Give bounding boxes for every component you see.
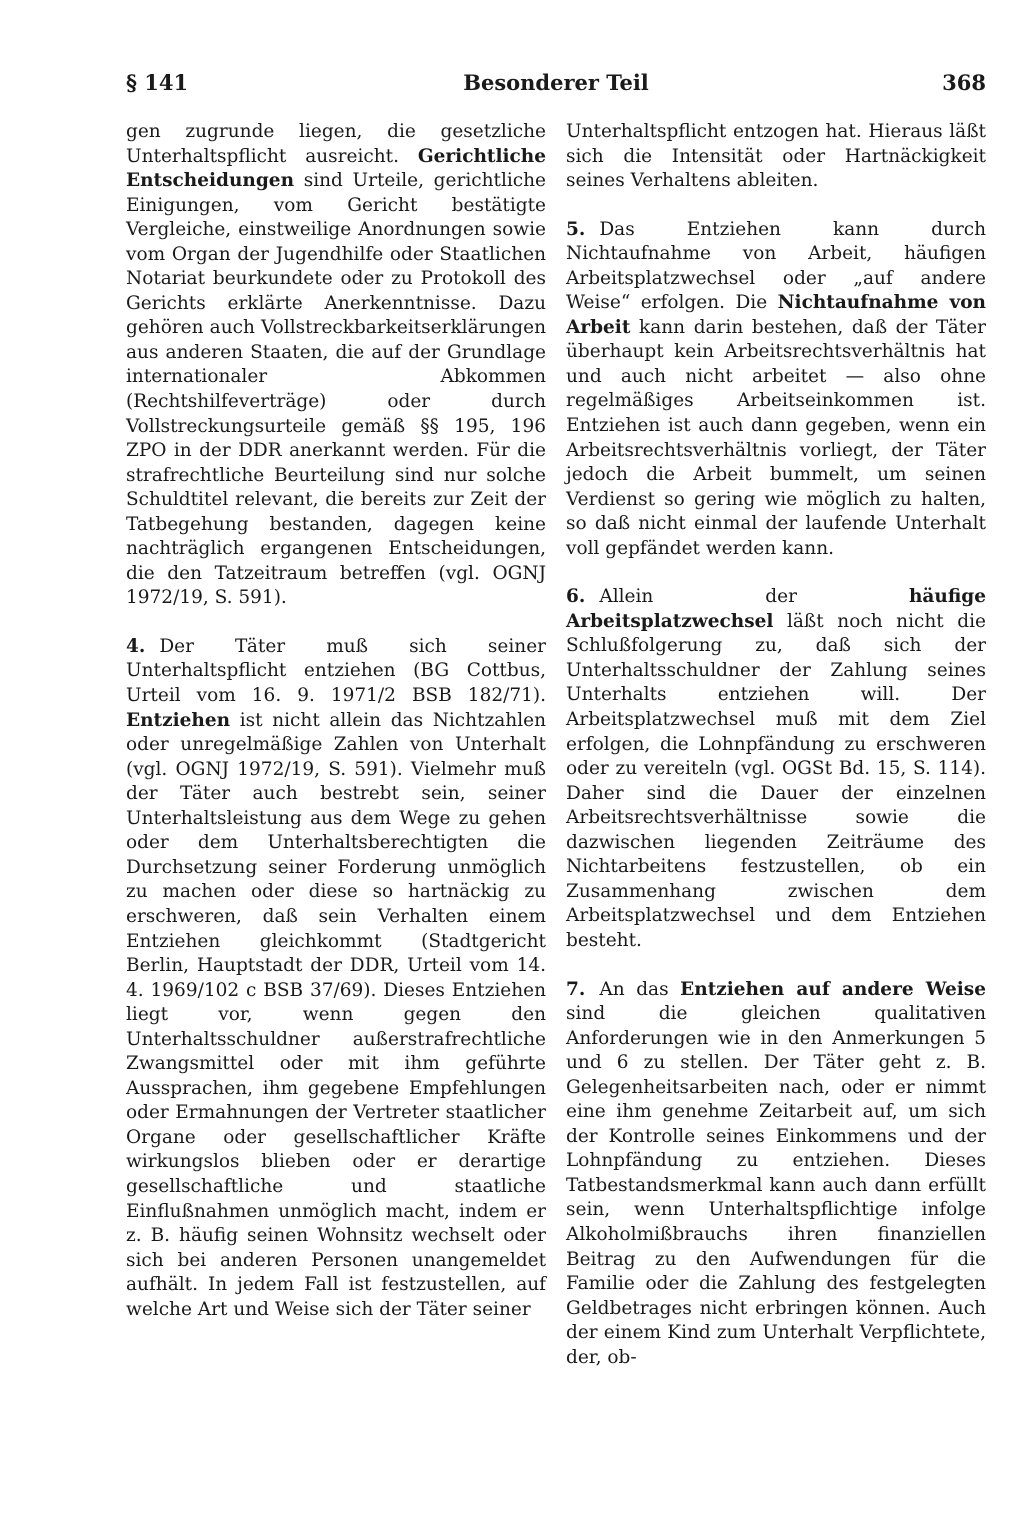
annotation-4	[126, 635, 546, 1322]
annotation-6	[566, 585, 986, 953]
paragraph-text: Allein der	[599, 586, 909, 608]
paragraph-text: An das	[599, 978, 681, 1000]
annotation-number: 5.	[566, 218, 586, 240]
paragraph-continued	[126, 120, 546, 611]
paragraph-text: kann darin bestehen, daß der Täter überhaupt kein Arbeitsrechtsverhältnis hat und auch nicht arbeitet — also ohne regelmäßiges Arbeitseinkommen ist. Entziehen ist auch dann gegeben, wenn ein Arbeitsrechtsverhältnis vorliegt, der Täter jedoch die Arbeit bummelt, um seinen Verdienst so gering wie möglich zu halten, so daß nicht einmal der laufende Unterhalt voll gepfändet werden kann.	[566, 316, 986, 559]
running-title: Besonderer Teil	[463, 70, 649, 95]
bold-term: Gerichtliche Entscheidungen	[126, 145, 546, 192]
paragraph-text: gen zugrunde liegen, die gesetzliche Unterhaltspflicht ausreicht.	[126, 121, 546, 167]
paragraph-continued	[566, 120, 986, 194]
annotation-number: 6.	[566, 586, 586, 608]
annotation-number: 4.	[126, 635, 146, 657]
annotation-7	[566, 978, 986, 1371]
left-column	[126, 120, 546, 1322]
paragraph-text: Das Entziehen kann durch Nichtaufnahme von Arbeit, häufigen Arbeitsplatzwechsel oder „auf andere Weise“ erfolgen. Die	[566, 218, 986, 314]
paragraph-text: Der Täter muß sich seiner Unterhaltspflicht entziehen (BG Cottbus, Urteil vom 16. 9. 1971/2 BSB 182/71).	[126, 635, 546, 707]
bold-term: Entziehen	[126, 709, 231, 731]
paragraph-text: läßt noch nicht die Schlußfolgerung zu, daß sich der Unterhaltsschuldner der Zahlung seines Unterhalts entziehen will. Der Arbeitsplatzwechsel muß mit dem Ziel erfolgen, die Lohnpfändung zu erschweren oder zu vereiteln (vgl. OGSt Bd. 15, S. 114). Daher sind die Dauer der einzelnen Arbeitsrechtsverhältnisse sowie die dazwischen liegenden Zeiträume des Nichtarbeitens festzustellen, ob ein Zusammenhang zwischen dem Arbeitsplatzwechsel und dem Entziehen besteht.	[566, 610, 986, 951]
bold-term: häufige Arbeitsplatzwechsel	[566, 586, 986, 632]
right-column	[566, 120, 986, 1370]
annotation-5	[566, 218, 986, 562]
bold-term: Nichtaufnahme von Arbeit	[566, 292, 987, 338]
section-number: § 141	[126, 70, 189, 95]
paragraph-text: sind die gleichen qualitativen Anforderungen wie in den Anmerkungen 5 und 6 zu stellen. Der Täter geht z. B. Gelegenheitsarbeiten nach, oder er nimmt eine ihm genehme Zeitarbeit auf, um sich der Kontrolle seines Einkommens und der Lohnpfändung zu entziehen. Dieses Tatbestandsmerkmal kann auch dann erfüllt sein, wenn Unterhaltspflichtige infolge Alkoholmißbrauchs ihren finanziellen Beitrag zu den Aufwendungen für die Familie oder die Zahlung des festgelegten Geldbetrages nicht erbringen können. Auch der einem Kind zum Unterhalt Verpflichtete, der, ob-	[566, 1003, 986, 1368]
annotation-number: 7.	[566, 978, 586, 1000]
paragraph-text: Unterhaltspflicht entzogen hat. Hieraus läßt sich die Intensität oder Hartnäckigkeit seines Verhaltens ableiten.	[566, 121, 986, 192]
page-number: 368	[942, 70, 986, 95]
running-head	[126, 70, 986, 102]
paragraph-text: sind Urteile, gerichtliche Einigungen, vom Gericht bestätigte Vergleiche, einstweilige Anordnungen sowie vom Organ der Jugendhilfe oder Staatlichen Notariat beurkundete oder zu Protokoll des Gerichts erklärte Anerkenntnisse. Dazu gehören auch Vollstreckbarkeitserklärungen aus anderen Staaten, die auf der Grundlage internationaler Abkommen (Rechtshilfeverträge) oder durch Vollstreckungsurteile gemäß §§ 195, 196 ZPO in der DDR anerkannt werden. Für die strafrechtliche Beurteilung sind nur solche Schuldtitel relevant, die bereits zur Zeit der Tatbegehung bestanden, dagegen keine nachträglich ergangenen Entscheidungen, die den Tatzeitraum betreffen (vgl. OGNJ 1972/19, S. 591).	[126, 170, 546, 609]
paragraph-text: ist nicht allein das Nichtzahlen oder unregelmäßige Zahlen von Unterhalt (vgl. OGNJ 1972/19, S. 591). Vielmehr muß der Täter auch bestrebt sein, seiner Unterhaltsleistung aus dem Wege zu gehen oder dem Unterhaltsberechtigten die Durchsetzung seiner Forderung unmöglich zu machen oder diese so hartnäckig zu erschweren, daß sein Verhalten einem Entziehen gleichkommt (Stadtgericht Berlin, Hauptstadt der DDR, Urteil vom 14. 4. 1969/102 c BSB 37/69). Dieses Entziehen liegt vor, wenn gegen den Unterhaltsschuldner außerstrafrechtliche Zwangsmittel oder mit ihm geführte Aussprachen, ihm gegebene Empfehlungen oder Ermahnungen der Vertreter staatlicher Organe oder gesellschaftlicher Kräfte wirkungslos blieben oder er derartige gesellschaftliche und staatliche Einflußnahmen unmöglich macht, indem er z. B. häufig seinen Wohnsitz wechselt oder sich bei anderen Personen unangemeldet aufhält. In jedem Fall ist festzustellen, auf welche Art und Weise sich der Täter seiner	[126, 709, 546, 1320]
bold-term: Entziehen auf andere Weise	[680, 978, 986, 1000]
